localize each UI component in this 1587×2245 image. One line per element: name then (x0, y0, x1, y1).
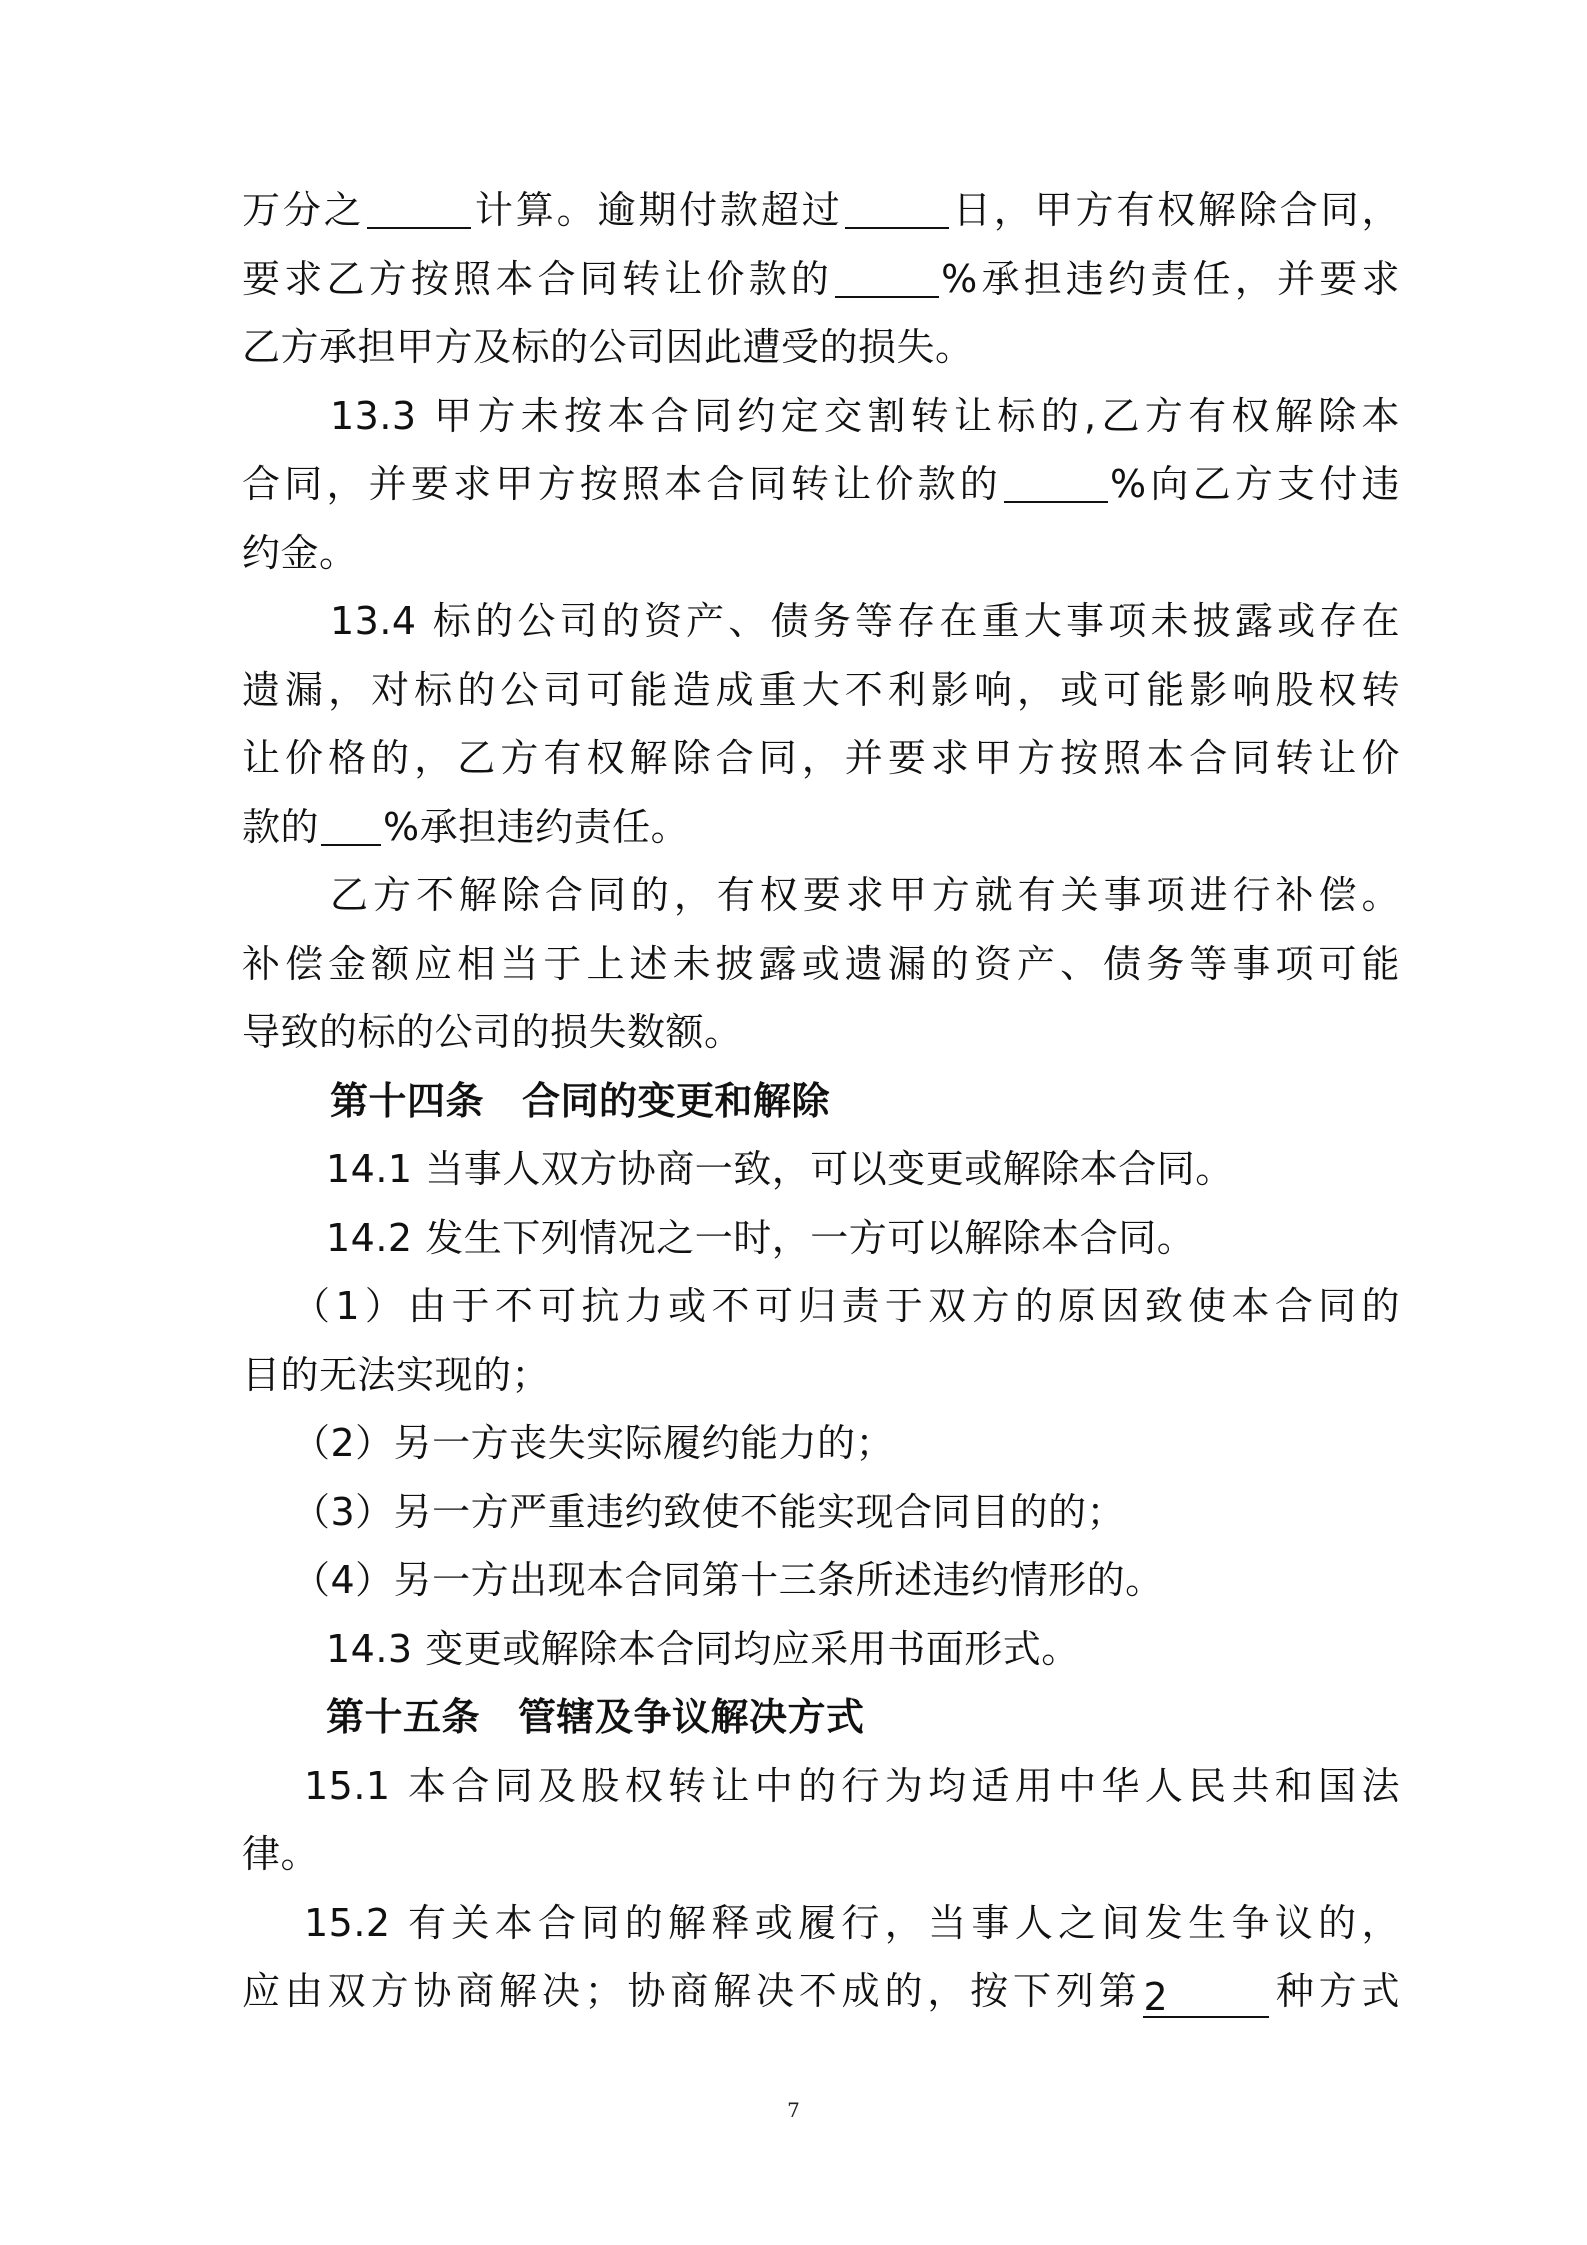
item-3: （3）另一方严重违约致使不能实现合同目的的； (292, 1489, 1126, 1534)
article-title: 管辖及争议解决方式 (518, 1695, 865, 1739)
text-line-18: 目的无法实现的； (242, 1352, 551, 1397)
article-number: 第十五条 (326, 1695, 481, 1739)
text-line-3: 乙方承担甲方及标的公司因此遭受的损失。 (242, 325, 974, 369)
line-text: 种方式 (1271, 1969, 1400, 2013)
line-text: 合同，并要求甲方按照本合同转让价款的 (242, 462, 1003, 506)
clause-13-4: 13.4 标的公司的资产、债务等存在重大事项未披露或存在 (330, 599, 1400, 643)
text-line-1 (242, 176, 1400, 245)
item-4: （4）另一方出现本合同第十三条所述违约情形的。 (292, 1558, 1164, 1602)
line-text: 万分之 (242, 188, 365, 232)
clause-14-3: 14.3 变更或解除本合同均应采用书面形式。 (326, 1626, 1080, 1671)
text-line-8: 遗漏，对标的公司可能造成重大不利影响，或可能影响股权转 (242, 667, 1400, 712)
text-line-25: 律。 (242, 1832, 320, 1876)
line-text: 应由双方协商解决；协商解决不成的，按下列第 (242, 1969, 1142, 2013)
document-body (242, 176, 1400, 2026)
text-line-12: 补偿金额应相当于上述未披露或遗漏的资产、债务等事项可能 (242, 941, 1400, 986)
line-text: %承担违约责任。 (383, 804, 690, 849)
clause-14-2: 14.2 发生下列情况之一时，一方可以解除本合同。 (326, 1215, 1196, 1260)
clause-13-3: 13.3 甲方未按本合同约定交割转让标的,乙方有权解除本 (330, 393, 1400, 438)
clause-15-2: 15.2 有关本合同的解释或履行，当事人之间发生争议的， (304, 1900, 1400, 1945)
text-line-11: 乙方不解除合同的，有权要求甲方就有关事项进行补偿。 (330, 873, 1400, 917)
fill-in-blank[interactable] (845, 189, 949, 229)
line-text: 计算。逾期付款超过 (472, 188, 843, 232)
fill-in-blank[interactable]: 2 (1143, 1978, 1269, 2018)
page-number: 7 (787, 2098, 800, 2122)
fill-in-blank[interactable] (835, 258, 939, 298)
line-text: 日，甲方有权解除合同， (950, 188, 1400, 232)
article-number: 第十四条 (330, 1078, 485, 1123)
line-text: %向乙方支付违 (1110, 462, 1400, 506)
text-line-5 (242, 450, 1400, 519)
text-line-13: 导致的标的公司的损失数额。 (242, 1010, 743, 1054)
article-15-heading (242, 1683, 1400, 1752)
item-2: （2）另一方丧失实际履约能力的； (292, 1421, 895, 1465)
text-line-6: 约金。 (242, 530, 358, 575)
item-1: （1）由于不可抗力或不可归责于双方的原因致使本合同的 (292, 1284, 1400, 1328)
clause-14-1: 14.1 当事人双方协商一致，可以变更或解除本合同。 (326, 1147, 1234, 1191)
clause-15-1: 15.1 本合同及股权转让中的行为均适用中华人民共和国法 (304, 1763, 1400, 1808)
fill-in-blank[interactable] (321, 806, 381, 846)
text-line-9: 让价格的，乙方有权解除合同，并要求甲方按照本合同转让价 (242, 736, 1400, 780)
line-text: 要求乙方按照本合同转让价款的 (242, 256, 834, 301)
article-14-heading (242, 1067, 1400, 1136)
text-line-2 (242, 245, 1400, 314)
line-text: %承担违约责任，并要求 (941, 256, 1400, 301)
text-line-10 (242, 793, 1400, 862)
article-title: 合同的变更和解除 (522, 1078, 831, 1123)
fill-in-blank[interactable] (1004, 463, 1108, 503)
text-line-27 (242, 1957, 1400, 2026)
fill-in-blank[interactable] (367, 189, 471, 229)
line-text: 款的 (242, 804, 320, 849)
